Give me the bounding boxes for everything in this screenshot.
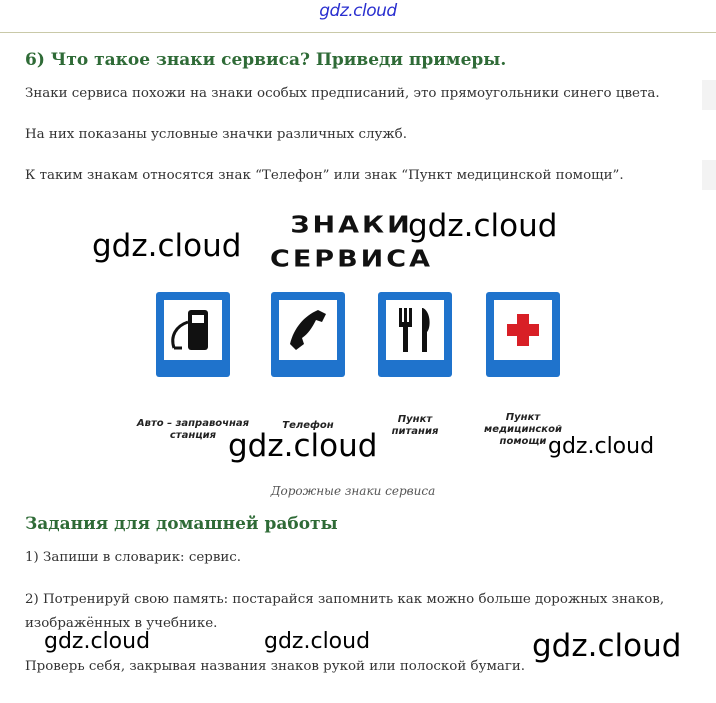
figure-title-line-2: СЕРВИСА [270,246,433,273]
task-3: Проверь себя, закрывая названия знаков рукой или полоской бумаги. [25,659,526,674]
header-divider [0,32,716,33]
answer-paragraph-1: Знаки сервиса похожи на знаки особых предписаний, это прямоугольники синего цвета. [25,86,660,101]
fork-knife-icon [393,304,437,356]
watermark: gdz.cloud [548,434,655,459]
watermark: gdz.cloud [92,228,242,264]
red-cross-icon [503,310,543,350]
watermark: gdz.cloud [44,629,151,654]
sign-caption-food: Пункт питания [391,414,439,437]
sign-caption-telephone: Телефон [282,420,334,431]
figure-caption: Дорожные знаки сервиса [270,484,436,498]
task-1: 1) Запиши в словарик: сервис. [25,550,242,565]
food-sign [378,292,452,377]
side-decoration [702,80,716,110]
watermark: gdz.cloud [228,428,378,464]
medical-aid-sign [486,292,560,377]
fuel-station-sign [156,292,230,377]
answer-paragraph-2: На них показаны условные значки различных служб. [25,127,407,142]
sign-caption-medical: Пункт медицинской помощи [484,412,562,447]
task-2: 2) Потренируй свою память: постарайся запомнить как можно больше дорожных знаков, изображённых в учебнике. [25,592,665,631]
watermark: gdz.cloud [532,628,682,664]
side-decoration [702,160,716,190]
site-logo[interactable]: gdz.cloud [319,1,397,21]
question-heading: 6) Что такое знаки сервиса? Приведи примеры. [25,50,507,70]
sign-caption-fuel: Авто – заправочная станция [136,418,250,441]
telephone-icon [284,306,332,354]
telephone-sign [271,292,345,377]
figure-title-line-1: ЗНАКИ [290,212,413,239]
watermark: gdz.cloud [408,208,558,244]
watermark: gdz.cloud [264,629,371,654]
fuel-pump-icon [168,304,218,356]
answer-paragraph-3: К таким знакам относятся знак “Телефон” или знак “Пункт медицинской помощи”. [25,168,624,183]
tasks-heading: Задания для домашней работы [25,514,338,534]
